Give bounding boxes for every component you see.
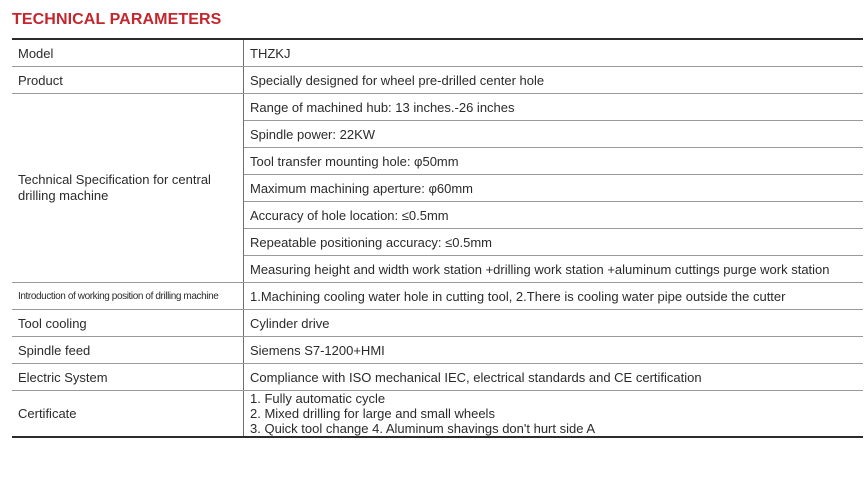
table-row	[12, 310, 863, 337]
electric-system-value: Compliance with ISO mechanical IEC, electrical standards and CE certification	[244, 364, 864, 391]
tool-cooling-label: Tool cooling	[12, 310, 244, 337]
table-row	[12, 337, 863, 364]
table-row	[12, 39, 863, 67]
table-row	[12, 94, 863, 121]
spindle-feed-value: Siemens S7-1200+HMI	[244, 337, 864, 364]
spindle-power-value: Spindle power: 22KW	[244, 121, 864, 148]
certificate-line: 3. Quick tool change 4. Aluminum shavings don't hurt side A	[250, 421, 596, 436]
parameters-table	[12, 38, 863, 438]
mounting-hole-value: Tool transfer mounting hole: φ50mm	[244, 148, 864, 175]
hub-range-value: Range of machined hub: 13 inches.-26 inches	[244, 94, 864, 121]
work-stations-value: Measuring height and width work station +drilling work station +aluminum cuttings purge work station	[244, 256, 864, 283]
working-position-value: 1.Machining cooling water hole in cutting tool, 2.There is cooling water pipe outside the cutter	[244, 283, 864, 310]
certificate-line: 2. Mixed drilling for large and small wheels	[250, 406, 495, 421]
tool-cooling-value: Cylinder drive	[244, 310, 864, 337]
table-row	[12, 283, 863, 310]
electric-system-label: Electric System	[12, 364, 244, 391]
model-value: THZKJ	[244, 39, 864, 67]
product-value: Specially designed for wheel pre-drilled center hole	[244, 67, 864, 94]
page-title: TECHNICAL PARAMETERS	[12, 11, 222, 28]
working-position-label: Introduction of working position of drilling machine	[12, 283, 244, 310]
certificate-label: Certificate	[12, 391, 244, 438]
product-label: Product	[12, 67, 244, 94]
model-label: Model	[12, 39, 244, 67]
hole-accuracy-value: Accuracy of hole location: ≤0.5mm	[244, 202, 864, 229]
certificate-value	[244, 391, 864, 438]
spindle-feed-label: Spindle feed	[12, 337, 244, 364]
table-row	[12, 67, 863, 94]
table-row	[12, 391, 863, 438]
tech-spec-label: Technical Specification for central drilling machine	[12, 94, 244, 283]
table-row	[12, 364, 863, 391]
certificate-line: 1. Fully automatic cycle	[250, 391, 386, 406]
machining-aperture-value: Maximum machining aperture: φ60mm	[244, 175, 864, 202]
repeat-accuracy-value: Repeatable positioning accuracy: ≤0.5mm	[244, 229, 864, 256]
